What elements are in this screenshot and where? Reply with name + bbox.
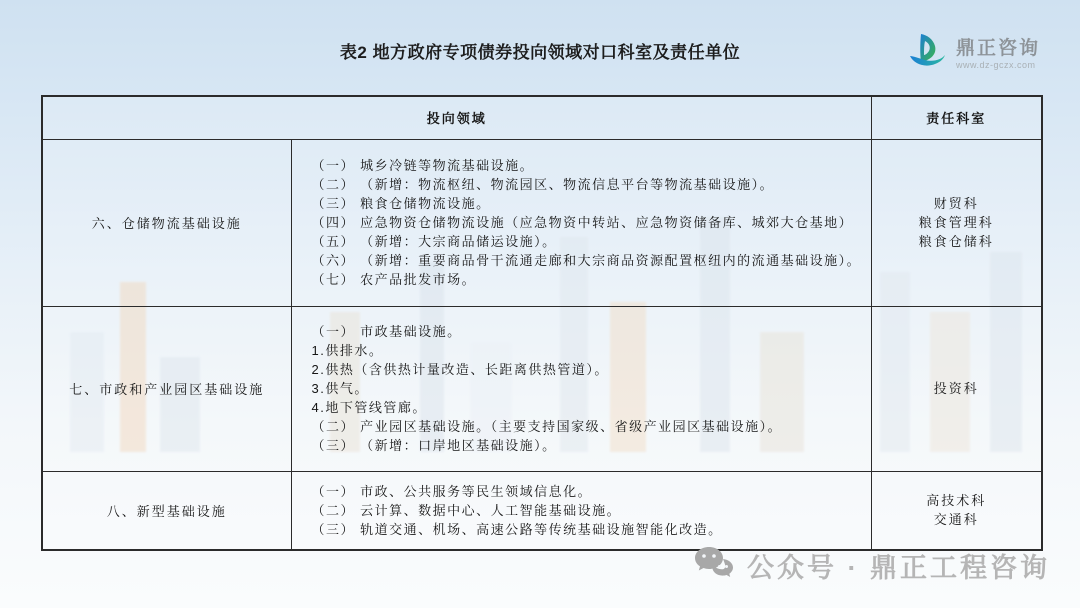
item-line: （一） 市政基础设施。 bbox=[311, 324, 462, 339]
department-name: 高技术科 bbox=[926, 493, 987, 508]
item-line: （三） 轨道交通、机场、高速公路等传统基础设施智能化改造。 bbox=[311, 521, 723, 537]
company-logo bbox=[905, 30, 1040, 79]
dingzheng-logo-icon bbox=[905, 30, 949, 79]
item-line: （二） （新增：物流枢纽、物流园区、物流信息平台等物流基础设施）。 bbox=[311, 177, 775, 192]
table-row bbox=[42, 139, 1042, 306]
department-name: 粮食管理科 bbox=[918, 215, 994, 230]
item-line: （一） 城乡冷链等物流基础设施。 bbox=[311, 158, 535, 173]
category-cell: 七、市政和产业园区基础设施 bbox=[42, 306, 291, 471]
item-line: （一） 市政、公共服务等民生领域信息化。 bbox=[311, 483, 593, 499]
table-header-row bbox=[42, 96, 1042, 139]
item-line: 4.地下管线管廊。 bbox=[311, 400, 427, 415]
department-name: 粮食仓储科 bbox=[918, 234, 994, 249]
table-row bbox=[42, 471, 1042, 550]
items-cell bbox=[291, 471, 871, 550]
item-line: （六） （新增：重要商品骨干流通走廊和大宗商品资源配置枢纽内的流通基础设施）。 bbox=[311, 253, 862, 268]
department-cell bbox=[871, 139, 1042, 306]
department-name: 交通科 bbox=[933, 512, 979, 527]
category-cell: 八、新型基础设施 bbox=[42, 471, 291, 550]
items-cell bbox=[291, 139, 871, 306]
department-name: 财贸科 bbox=[933, 196, 979, 211]
item-line: （二） 云计算、数据中心、人工智能基础设施。 bbox=[311, 502, 622, 518]
page-title: 表2 地方政府专项债券投向领域对口科室及责任单位 bbox=[339, 43, 741, 62]
items-cell bbox=[291, 306, 871, 471]
footer-watermark-text: 公众号 · 鼎正工程咨询 bbox=[747, 553, 1050, 583]
header-investment-area: 投向领域 bbox=[42, 96, 871, 139]
table-body bbox=[42, 139, 1042, 550]
logo-website-url: www.dz-gczx.com bbox=[956, 59, 1036, 70]
footer-watermark bbox=[693, 545, 1050, 586]
department-cell bbox=[871, 306, 1042, 471]
item-line: 1.供排水。 bbox=[311, 343, 384, 358]
logo-company-name: 鼎正咨询 bbox=[956, 37, 1041, 59]
item-line: （三） 粮食仓储物流设施。 bbox=[311, 196, 491, 211]
department-name: 投资科 bbox=[933, 381, 979, 396]
item-line: （二） 产业园区基础设施。（主要支持国家级、省级产业园区基础设施）。 bbox=[311, 419, 783, 434]
header-responsible-dept: 责任科室 bbox=[871, 96, 1042, 139]
bond-areas-table bbox=[41, 95, 1043, 551]
item-line: 2.供热（含供热计量改造、长距离供热管道）。 bbox=[311, 362, 609, 377]
item-line: （七） 农产品批发市场。 bbox=[311, 272, 477, 287]
category-cell: 六、仓储物流基础设施 bbox=[42, 139, 291, 306]
item-line: （五） （新增：大宗商品储运设施）。 bbox=[311, 234, 557, 249]
department-cell bbox=[871, 471, 1042, 550]
table-row bbox=[42, 306, 1042, 471]
wechat-icon bbox=[693, 545, 735, 586]
item-line: （三） （新增：口岸地区基础设施）。 bbox=[311, 438, 557, 453]
item-line: （四） 应急物资仓储物流设施（应急物资中转站、应急物资储备库、城郊大仓基地） bbox=[311, 215, 854, 230]
item-line: 3.供气。 bbox=[311, 381, 369, 396]
